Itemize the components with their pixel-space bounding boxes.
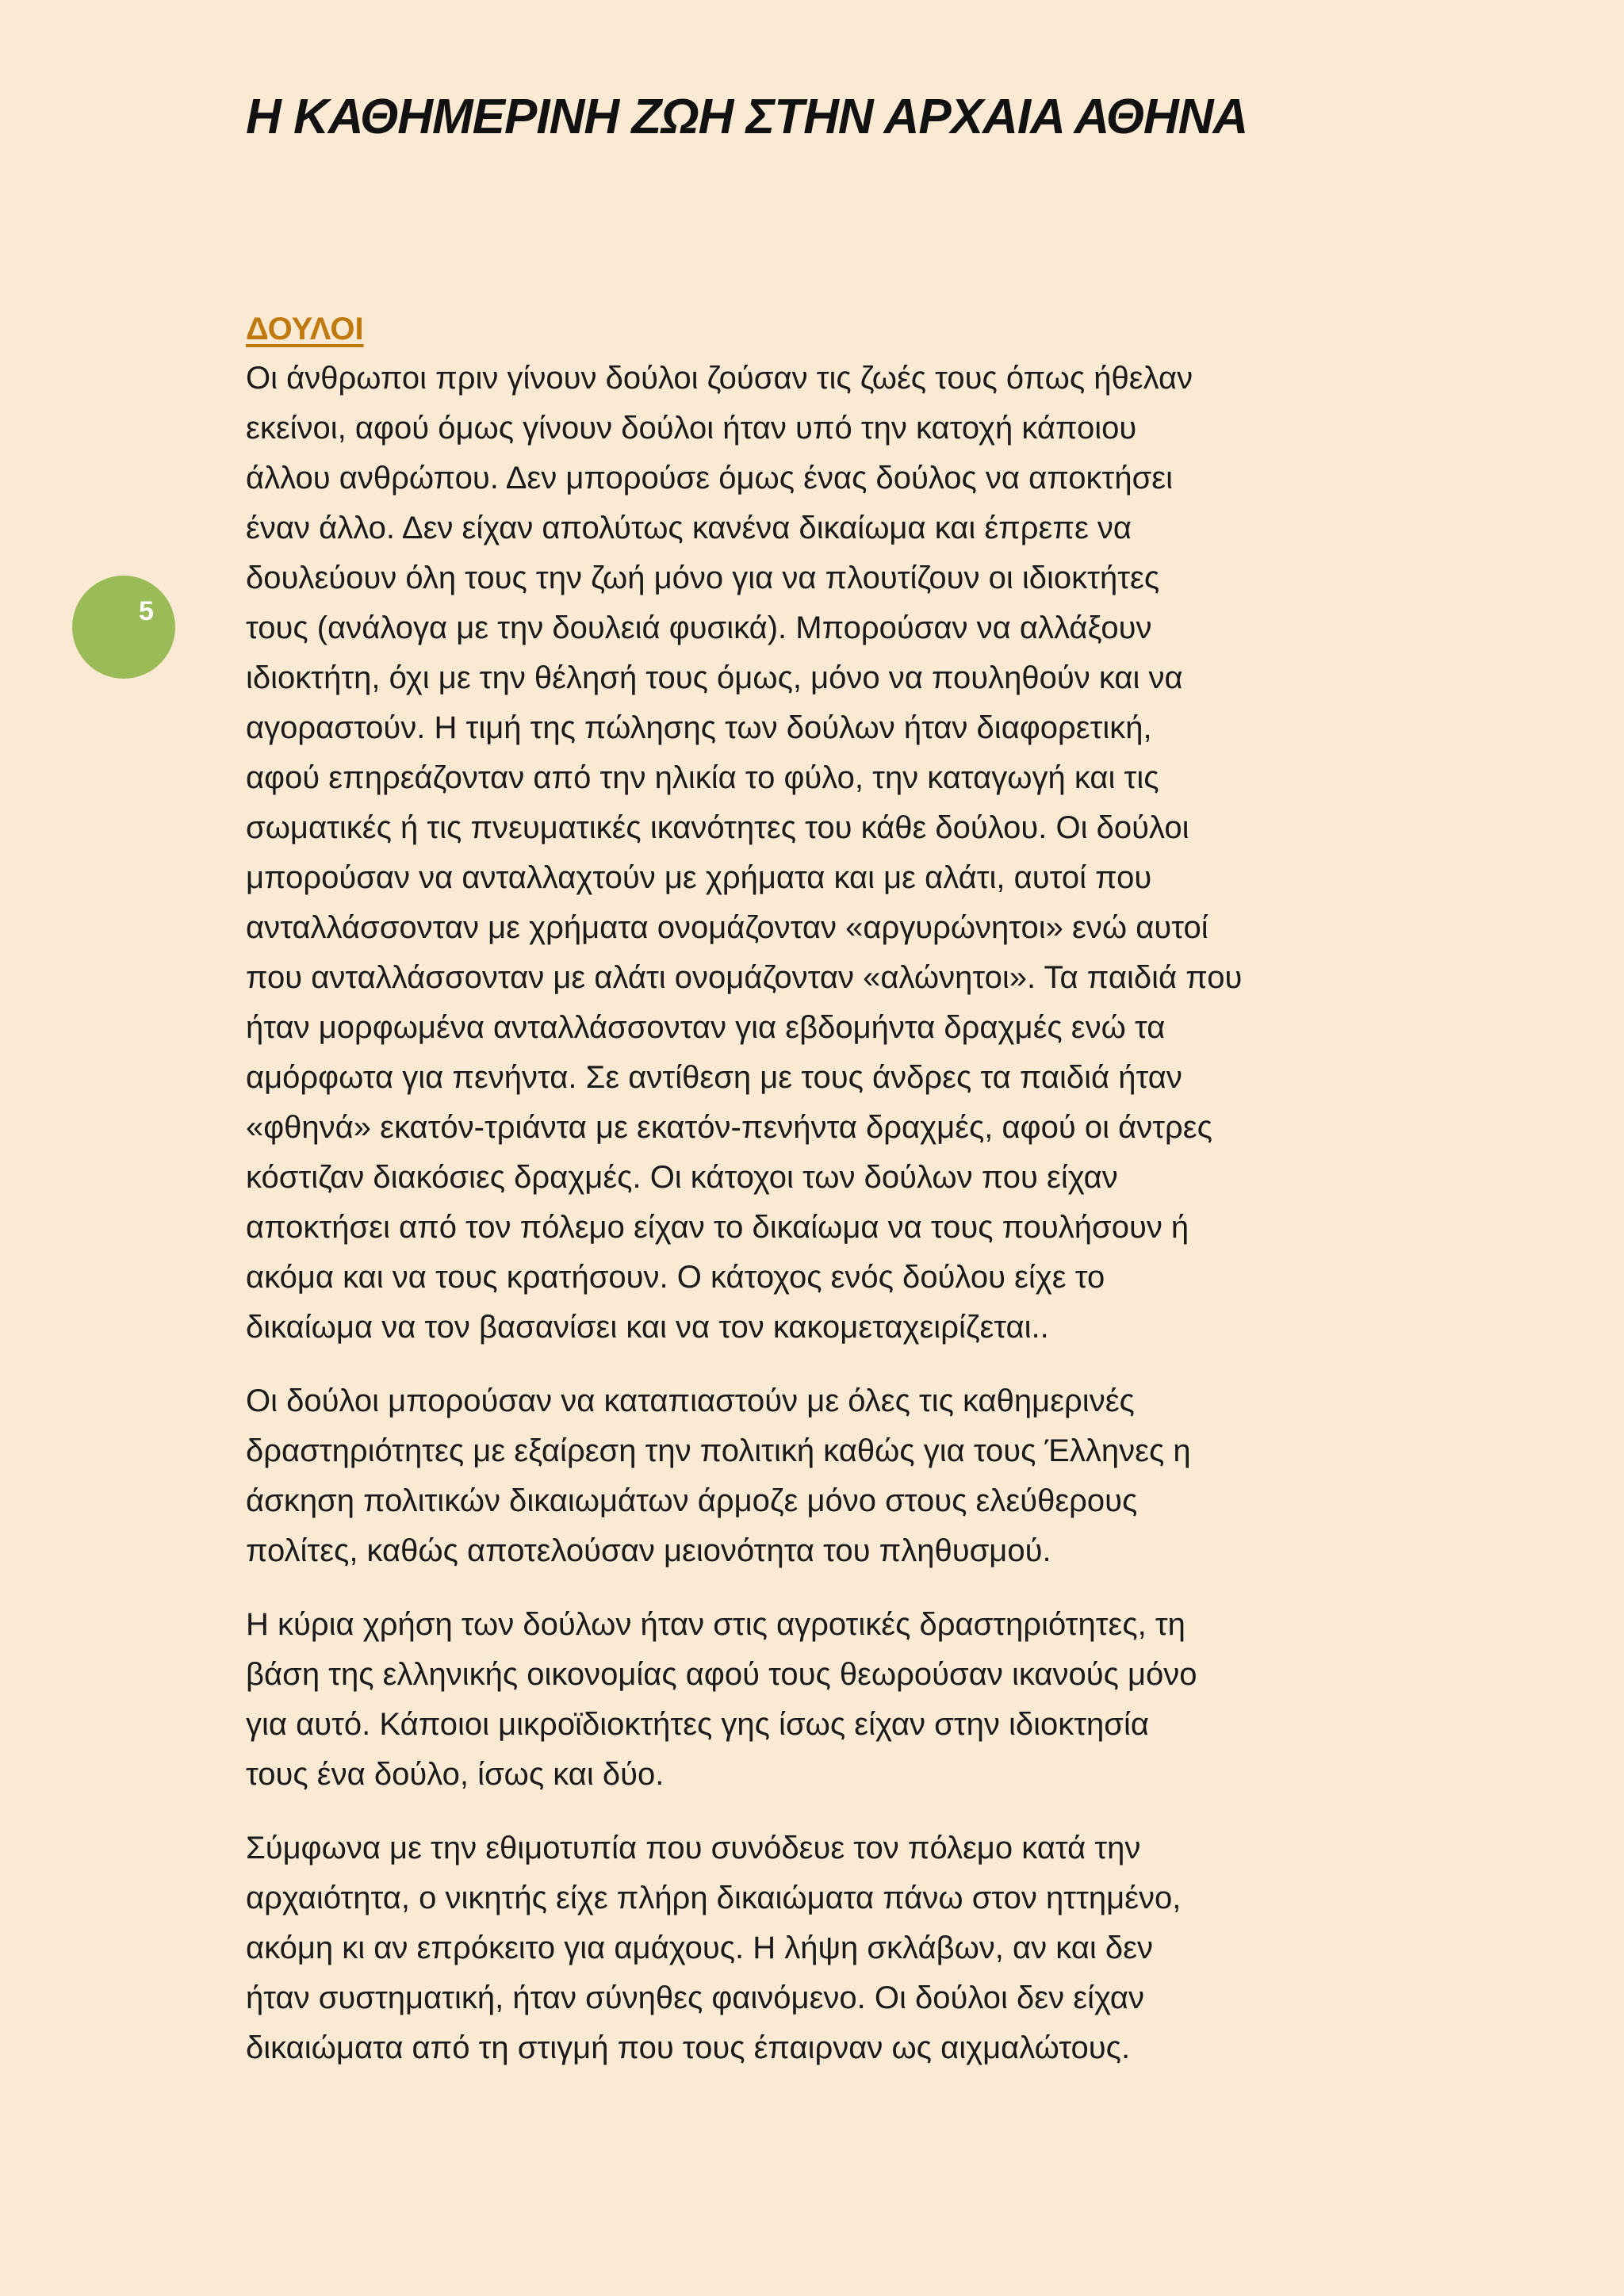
paragraph-line: άλλου ανθρώπου. Δεν μπορούσε όμως ένας δούλος να αποκτήσει xyxy=(246,461,1173,496)
paragraph-line: έναν άλλο. Δεν είχαν απολύτως κανένα δικαίωμα και έπρεπε να xyxy=(246,511,1132,545)
paragraph-line: «φθηνά» εκατόν-τριάντα με εκατόν-πενήντα δραχμές, αφού οι άντρες xyxy=(246,1110,1212,1145)
paragraphs-container xyxy=(246,354,1388,2073)
paragraph-line: τους (ανάλογα με την δουλειά φυσικά). Μπορούσαν να αλλάξουν xyxy=(246,610,1152,645)
paragraph-line: ανταλλάσσονταν με χρήματα ονομάζονταν «αργυρώνητοι» ενώ αυτοί xyxy=(246,910,1208,945)
paragraph-line: αποκτήσει από τον πόλεμο είχαν το δικαίωμα να τους πουλήσουν ή xyxy=(246,1210,1189,1245)
page-number-badge xyxy=(72,576,175,679)
paragraph-line: δικαιώματα από τη στιγμή που τους έπαιρναν ως αιχμαλώτους. xyxy=(246,2030,1131,2065)
paragraph-line: για αυτό. Κάποιοι μικροϊδιοκτήτες γης ίσως είχαν στην ιδιοκτησία xyxy=(246,1707,1150,1742)
paragraph-line: Οι δούλοι μπορούσαν να καταπιαστούν με όλες τις καθημερινές xyxy=(246,1383,1135,1418)
paragraph-line: δικαίωμα να τον βασανίσει και να τον κακομεταχειρίζεται.. xyxy=(246,1310,1049,1345)
paragraph-line: ήταν συστηματική, ήταν σύνηθες φαινόμενο. Οι δούλοι δεν είχαν xyxy=(246,1980,1145,2015)
section-heading: ΔΟΥΛΟΙ xyxy=(246,312,364,346)
paragraph-line: Η κύρια χρήση των δούλων ήταν στις αγροτικές δραστηριότητες, τη xyxy=(246,1607,1185,1642)
paragraph-line: δραστηριότητες με εξαίρεση την πολιτική καθώς για τους Έλληνες η xyxy=(246,1433,1191,1468)
paragraph-line: Οι άνθρωποι πριν γίνουν δούλοι ζούσαν τις ζωές τους όπως ήθελαν xyxy=(246,361,1193,396)
paragraph-line: αμόρφωτα για πενήντα. Σε αντίθεση με τους άνδρες τα παιδιά ήταν xyxy=(246,1060,1182,1095)
paragraph-line: κόστιζαν διακόσιες δραχμές. Οι κάτοχοι των δούλων που είχαν xyxy=(246,1160,1118,1195)
paragraph-line: που ανταλλάσσονταν με αλάτι ονομάζονταν «αλώνητοι». Τα παιδιά που xyxy=(246,960,1243,995)
paragraph-line: αγοραστούν. Η τιμή της πώλησης των δούλων ήταν διαφορετική, xyxy=(246,710,1152,745)
paragraph-line: ακόμη κι αν επρόκειτο για αμάχους. Η λήψη σκλάβων, αν και δεν xyxy=(246,1931,1154,1965)
paragraph-line: τους ένα δούλο, ίσως και δύο. xyxy=(246,1757,665,1792)
page-title: Η ΚΑΘΗΜΕΡΙΝΗ ΖΩΗ ΣΤΗΝ ΑΡΧΑΙΑ ΑΘΗΝΑ xyxy=(246,90,1248,144)
page-number: 5 xyxy=(139,596,154,626)
paragraph-line: σωματικές ή τις πνευματικές ικανότητες του κάθε δούλου. Οι δούλοι xyxy=(246,810,1189,845)
paragraph xyxy=(246,1823,1388,2073)
paragraph-line: πολίτες, καθώς αποτελούσαν μειονότητα του πληθυσμού. xyxy=(246,1533,1051,1568)
paragraph-line: βάση της ελληνικής οικονομίας αφού τους θεωρούσαν ικανούς μόνο xyxy=(246,1657,1197,1692)
paragraph-line: ιδιοκτήτη, όχι με την θέλησή τους όμως, μόνο να πουληθούν και να xyxy=(246,660,1183,695)
paragraph-line: αρχαιότητα, ο νικητής είχε πλήρη δικαιώματα πάνω στον ηττημένο, xyxy=(246,1881,1182,1915)
paragraph-line: εκείνοι, αφού όμως γίνουν δούλοι ήταν υπό την κατοχή κάποιου xyxy=(246,411,1137,446)
document-body xyxy=(246,306,1388,2097)
paragraph-line: Σύμφωνα με την εθιμοτυπία που συνόδευε τον πόλεμο κατά την xyxy=(246,1831,1141,1866)
paragraph-line: δουλεύουν όλη τους την ζωή μόνο για να πλουτίζουν οι ιδιοκτήτες xyxy=(246,561,1160,595)
paragraph xyxy=(246,1600,1388,1800)
paragraph xyxy=(246,354,1388,1353)
paragraph-line: μπορούσαν να ανταλλαχτούν με χρήματα και με αλάτι, αυτοί που xyxy=(246,860,1152,895)
paragraph-line: ήταν μορφωμένα ανταλλάσσονταν για εβδομήντα δραχμές ενώ τα xyxy=(246,1010,1166,1045)
paragraph-line: αφού επηρεάζονταν από την ηλικία το φύλο, την καταγωγή και τις xyxy=(246,760,1159,795)
paragraph-line: ακόμα και να τους κρατήσουν. Ο κάτοχος ενός δούλου είχε το xyxy=(246,1260,1105,1295)
paragraph-line: άσκηση πολιτικών δικαιωμάτων άρμοζε μόνο στους ελεύθερους xyxy=(246,1483,1138,1518)
paragraph xyxy=(246,1376,1388,1576)
